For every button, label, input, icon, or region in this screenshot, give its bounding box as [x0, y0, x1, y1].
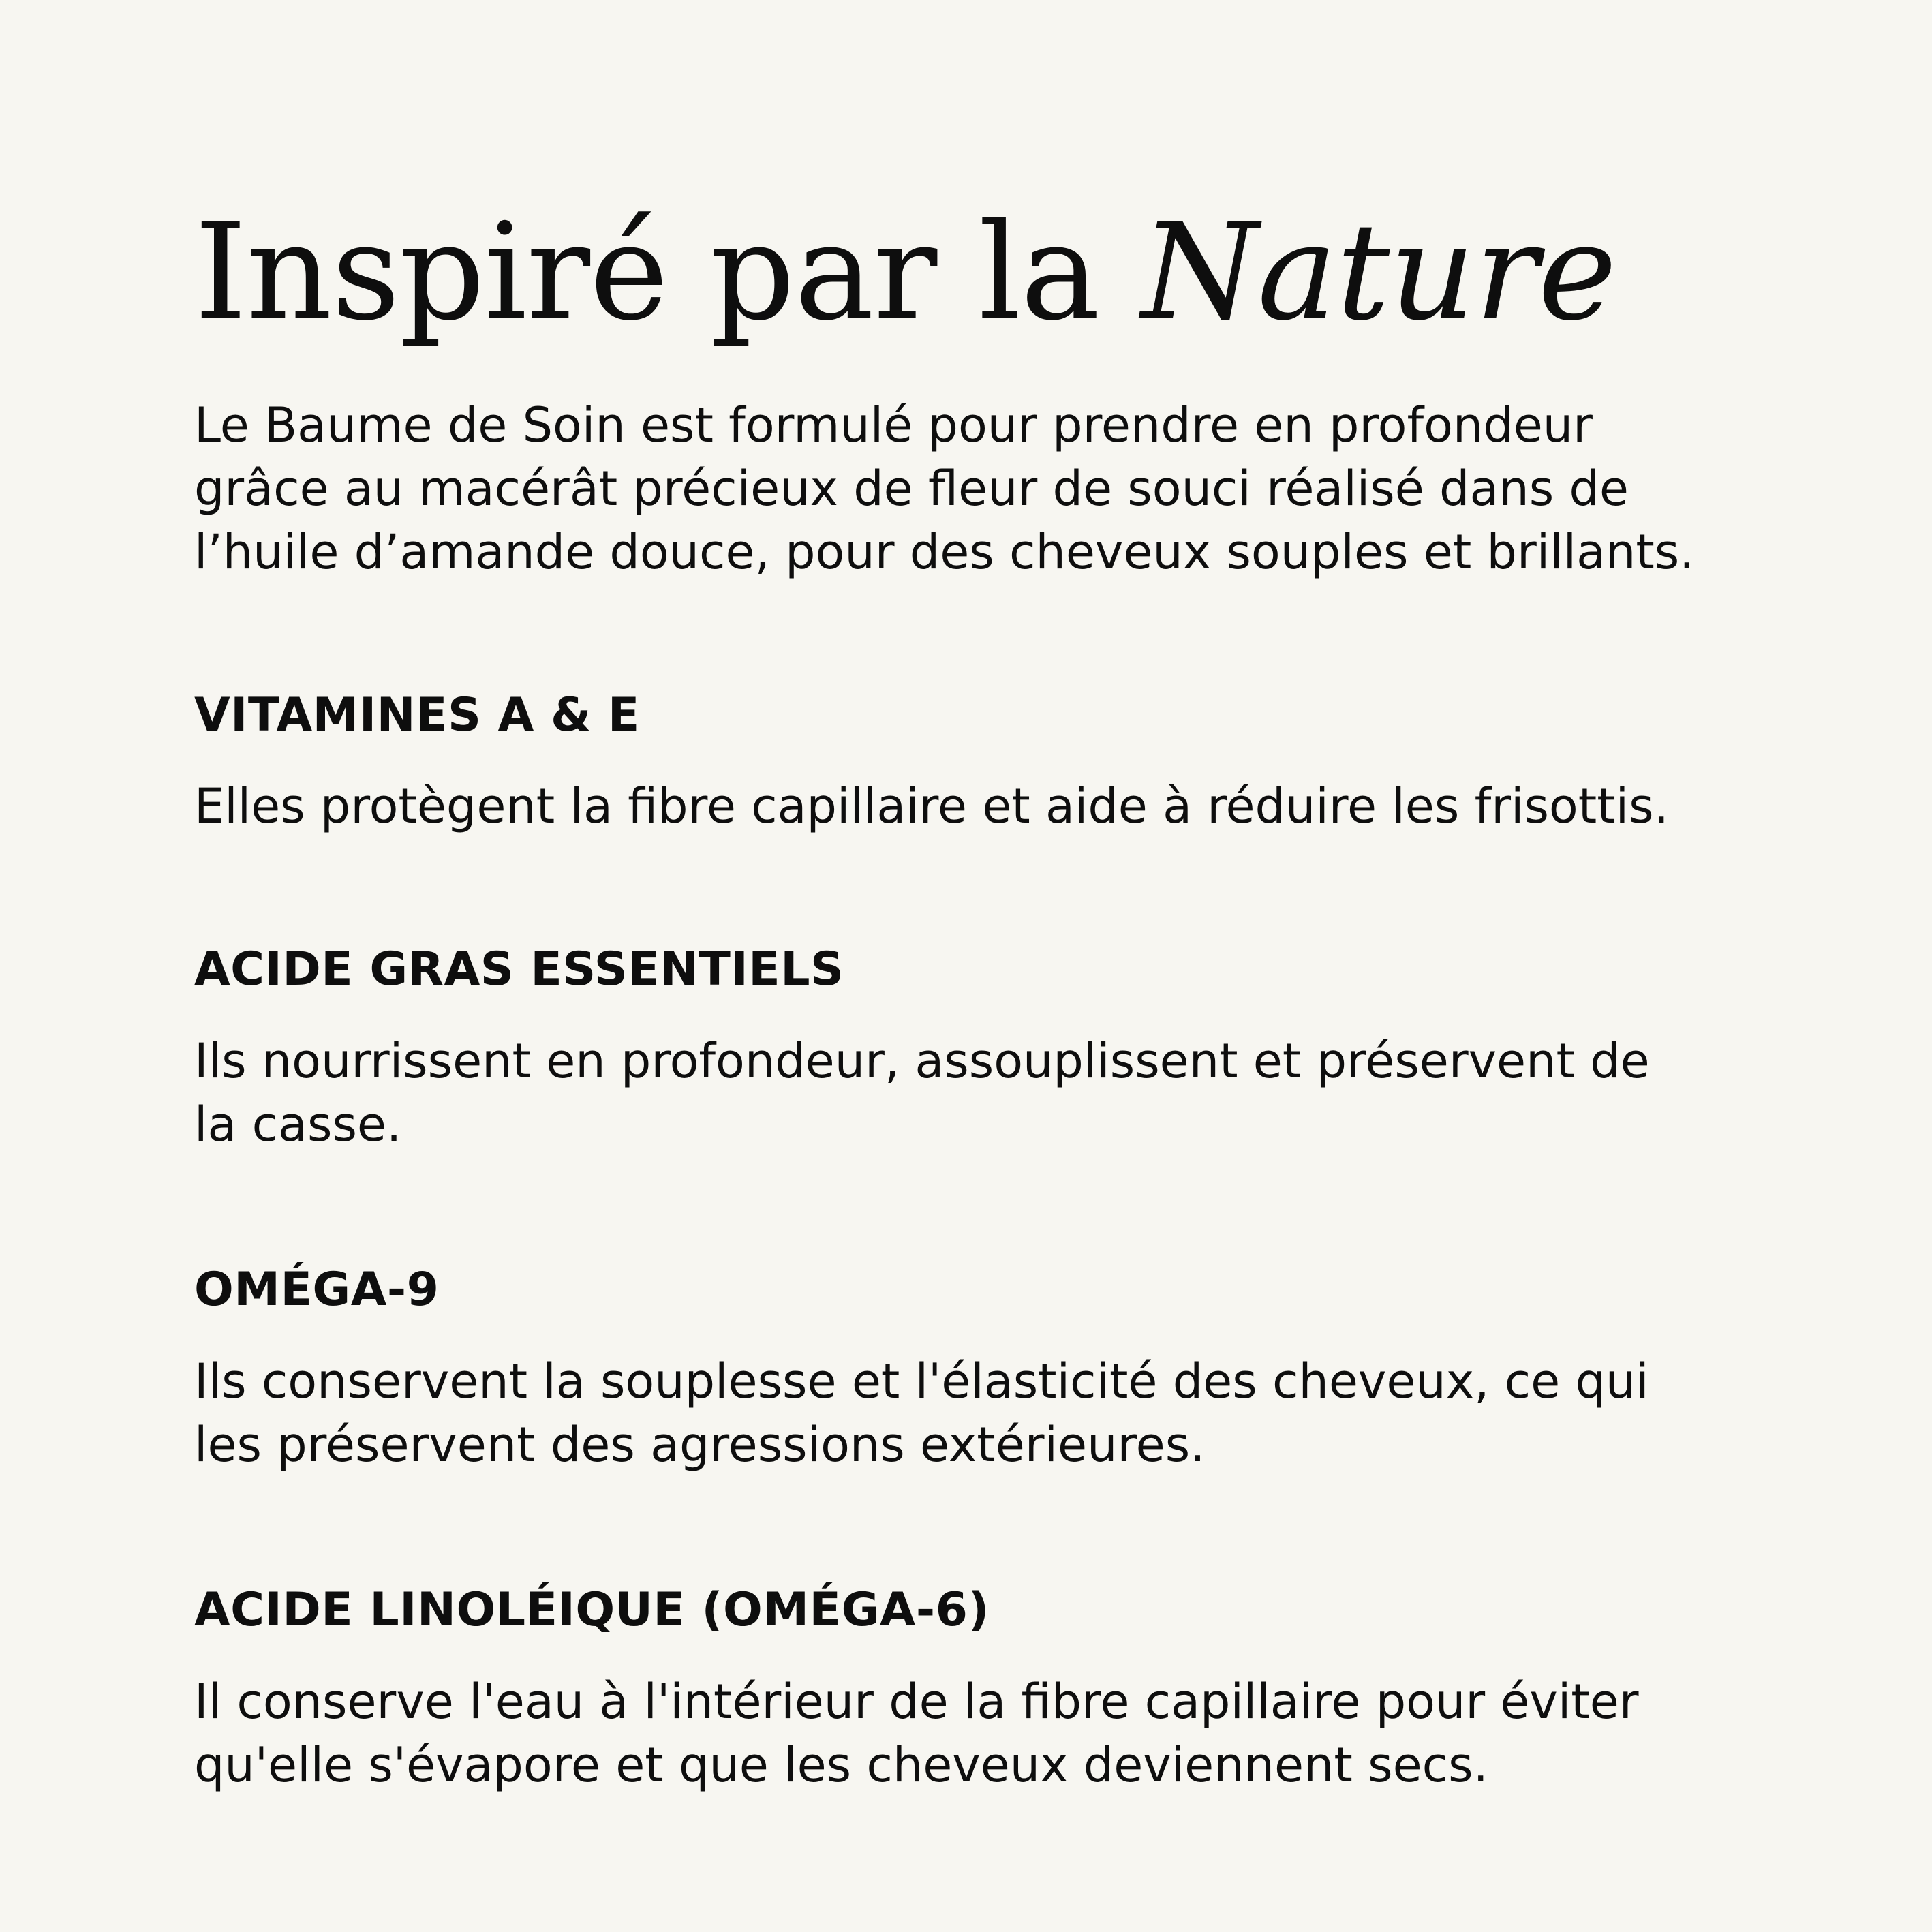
section-text-line: la casse. — [194, 1097, 402, 1152]
section-acide-linoleique — [194, 1580, 1762, 1797]
section-text-line: Il conserve l'eau à l'intérieur de la fibre capillaire pour éviter — [194, 1674, 1639, 1730]
section-text — [194, 775, 1762, 838]
section-text-line: qu'elle s'évapore et que les cheveux deviennent secs. — [194, 1737, 1488, 1793]
section-text — [194, 1350, 1762, 1477]
section-heading: ACIDE LINOLÉIQUE (OMÉGA-6) — [194, 1583, 990, 1637]
section-text — [194, 1670, 1762, 1797]
section-text — [194, 1030, 1762, 1156]
section-heading: OMÉGA-9 — [194, 1263, 440, 1317]
page-title — [194, 191, 1616, 354]
intro-line: Le Baume de Soin est formulé pour prendre en profondeur — [194, 397, 1593, 453]
intro-line: grâce au macérât précieux de fleur de souci réalisé dans de — [194, 461, 1629, 517]
section-text-line: Ils nourrissent en profondeur, assouplissent et préservent de — [194, 1033, 1650, 1089]
intro-line: l’huile d’amande douce, pour des cheveux souples et brillants. — [194, 524, 1695, 580]
intro-paragraph — [194, 394, 1762, 584]
section-heading: ACIDE GRAS ESSENTIELS — [194, 942, 844, 996]
section-text-line: Ils conservent la souplesse et l'élasticité des cheveux, ce qui — [194, 1353, 1649, 1409]
section-text-line: Elles protègent la fibre capillaire et aide à réduire les frisottis. — [194, 778, 1669, 834]
section-omega-9 — [194, 1259, 1762, 1477]
title-emphasis: Nature — [1141, 195, 1616, 350]
section-heading: VITAMINES A & E — [194, 688, 640, 742]
section-acide-gras — [194, 939, 1762, 1156]
section-vitamines — [194, 685, 1762, 838]
title-prefix: Inspiré par la — [194, 195, 1141, 350]
section-text-line: les préservent des agressions extérieures. — [194, 1417, 1206, 1473]
